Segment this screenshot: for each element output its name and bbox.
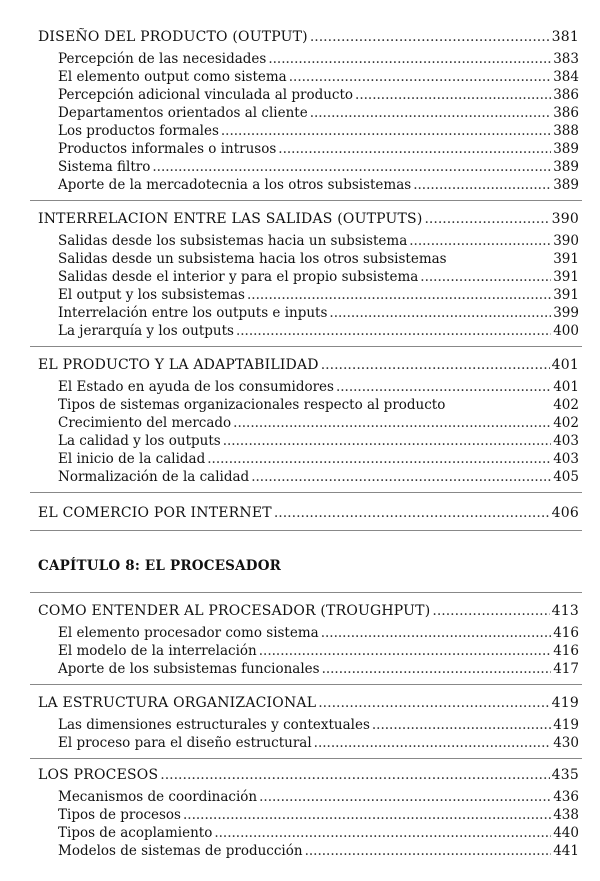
toc-entry-title: El elemento output como sistema: [58, 69, 287, 85]
toc-entry-title: Tipos de sistemas organizacionales respecto al producto: [58, 397, 446, 413]
toc-page-number: 435: [551, 767, 579, 783]
toc-leader-dots: [278, 140, 551, 158]
toc-page-number: 390: [553, 233, 579, 249]
toc-page-number: 402: [553, 397, 579, 413]
toc-page-number: 391: [553, 287, 579, 303]
toc-section-heading: [38, 602, 579, 620]
toc-leader-dots: [268, 50, 551, 68]
toc-leader-dots: [236, 322, 551, 340]
toc-entry: [58, 642, 579, 660]
toc-entry-title: Salidas desde los subsistemas hacia un subsistema: [58, 233, 408, 249]
toc-section-heading: [38, 504, 579, 522]
toc-leader-dots: [214, 824, 551, 842]
toc-leader-dots: [329, 304, 551, 322]
toc-leader-dots: [160, 766, 549, 784]
toc-leader-dots: [318, 694, 549, 712]
toc-entry-title: El output y los subsistemas: [58, 287, 245, 303]
toc-entry: [58, 104, 579, 122]
toc-page-number: 406: [551, 505, 579, 521]
toc-page-number: 389: [553, 159, 579, 175]
toc-page-number: 383: [553, 51, 579, 67]
toc-entry: [58, 450, 579, 468]
toc-section-title: LA ESTRUCTURA ORGANIZACIONAL: [38, 695, 317, 711]
toc-entry: [58, 86, 579, 104]
section-divider: [30, 530, 582, 531]
toc-leader-dots: [247, 286, 551, 304]
toc-section-title: DISEÑO DEL PRODUCTO (OUTPUT): [38, 29, 308, 45]
toc-page-number: 403: [553, 433, 579, 449]
toc-entry-title: El Estado en ayuda de los consumidores: [58, 379, 334, 395]
toc-page-number: 416: [553, 643, 579, 659]
toc-page-number: 389: [553, 141, 579, 157]
toc-leader-dots: [314, 734, 552, 752]
toc-entry-title: Salidas desde el interior y para el propio subsistema: [58, 269, 419, 285]
toc-page-number: 419: [553, 717, 579, 733]
toc-leader-dots: [223, 432, 552, 450]
toc-entry: [58, 414, 579, 432]
toc-leader-dots: [207, 450, 551, 468]
toc-leader-dots: [289, 68, 551, 86]
section-divider: [30, 758, 582, 759]
toc-entry-title: La jerarquía y los outputs: [58, 323, 234, 339]
toc-entry: [58, 716, 579, 734]
toc-leader-dots: [432, 602, 549, 620]
toc-page-number: 417: [553, 661, 579, 677]
toc-page-number: 403: [553, 451, 579, 467]
toc-entry: [58, 396, 579, 414]
toc-section-heading: [38, 766, 579, 784]
toc-entry-title: Aporte de los subsistemas funcionales: [58, 661, 320, 677]
toc-leader-dots: [321, 624, 552, 642]
toc-entry: [58, 322, 579, 340]
toc-entry-title: El proceso para el diseño estructural: [58, 735, 312, 751]
toc-page-number: 441: [553, 843, 579, 859]
toc-page-number: 419: [551, 695, 579, 711]
toc-entry-title: Modelos de sistemas de producción: [58, 843, 303, 859]
toc-leader-dots: [420, 268, 551, 286]
toc-page-number: 401: [553, 379, 579, 395]
toc-section-heading: [38, 694, 579, 712]
toc-page-number: 401: [551, 357, 579, 373]
toc-entry: [58, 122, 579, 140]
section-divider: [30, 200, 582, 201]
toc-section-title: EL PRODUCTO Y LA ADAPTABILIDAD: [38, 357, 319, 373]
toc-leader-dots: [322, 660, 552, 678]
toc-entry: [58, 232, 579, 250]
toc-page-number: 402: [553, 415, 579, 431]
toc-leader-dots: [274, 504, 550, 522]
toc-entry-title: Interrelación entre los outputs e inputs: [58, 305, 328, 321]
toc-entry-title: Mecanismos de coordinación: [58, 789, 258, 805]
toc-leader-dots: [321, 356, 550, 374]
toc-entry: [58, 788, 579, 806]
toc-page-number: 440: [553, 825, 579, 841]
toc-page-number: 400: [553, 323, 579, 339]
toc-leader-dots: [305, 842, 552, 860]
toc-entry: [58, 824, 579, 842]
toc-entry-title: Sistema filtro: [58, 159, 151, 175]
toc-entry: [58, 176, 579, 194]
section-divider: [30, 592, 582, 593]
toc-page-number: 430: [553, 735, 579, 751]
toc-entry: [58, 842, 579, 860]
toc-entry: [58, 378, 579, 396]
toc-leader-dots: [372, 716, 551, 734]
toc-section-title: INTERRELACION ENTRE LAS SALIDAS (OUTPUTS): [38, 211, 423, 227]
toc-leader-dots: [424, 210, 549, 228]
toc-page-number: 405: [553, 469, 579, 485]
toc-entry: [58, 140, 579, 158]
section-divider: [30, 684, 582, 685]
toc-section-heading: [38, 210, 579, 228]
toc-leader-dots: [336, 378, 551, 396]
toc-leader-dots: [310, 28, 550, 46]
toc-page-number: 386: [553, 87, 579, 103]
toc-leader-dots: [310, 104, 552, 122]
toc-page-number: 386: [553, 105, 579, 121]
toc-page-number: 391: [553, 269, 579, 285]
toc-entry: [58, 304, 579, 322]
toc-entry-title: Percepción adicional vinculada al producto: [58, 87, 354, 103]
toc-entry: [58, 68, 579, 86]
toc-entry: [58, 158, 579, 176]
toc-page-number: 388: [553, 123, 579, 139]
toc-section-title: LOS PROCESOS: [38, 767, 159, 783]
toc-entry-title: La calidad y los outputs: [58, 433, 221, 449]
toc-entry-title: Percepción de las necesidades: [58, 51, 267, 67]
toc-entry: [58, 432, 579, 450]
toc-section-title: EL COMERCIO POR INTERNET: [38, 505, 272, 521]
toc-entry-title: Los productos formales: [58, 123, 219, 139]
toc-leader-dots: [251, 468, 551, 486]
toc-entry-title: Crecimiento del mercado: [58, 415, 232, 431]
toc-leader-dots: [183, 806, 551, 824]
toc-entry: [58, 806, 579, 824]
toc-entry-title: Departamentos orientados al cliente: [58, 105, 308, 121]
toc-entry-title: Las dimensiones estructurales y contextuales: [58, 717, 370, 733]
toc-entry: [58, 468, 579, 486]
toc-entry: [58, 250, 579, 268]
chapter-title: CAPÍTULO 8: EL PROCESADOR: [38, 558, 282, 574]
toc-page-number: 391: [553, 251, 579, 267]
toc-entry-title: El elemento procesador como sistema: [58, 625, 319, 641]
toc-page-number: 399: [553, 305, 579, 321]
toc-entry: [58, 286, 579, 304]
toc-page-number: 436: [553, 789, 579, 805]
section-divider: [30, 346, 582, 347]
toc-page-number: 381: [551, 29, 579, 45]
toc-entry-title: Salidas desde un subsistema hacia los otros subsistemas: [58, 251, 447, 267]
toc-entry-title: El inicio de la calidad: [58, 451, 206, 467]
toc-entry-title: Tipos de procesos: [58, 807, 181, 823]
toc-leader-dots: [221, 122, 551, 140]
toc-leader-dots: [355, 86, 551, 104]
toc-section-heading: [38, 356, 579, 374]
toc-entry-title: Tipos de acoplamiento: [58, 825, 213, 841]
toc-entry: [58, 268, 579, 286]
toc-leader-dots: [259, 642, 551, 660]
toc-page-number: 384: [553, 69, 579, 85]
toc-entry-title: Aporte de la mercadotecnia a los otros subsistemas: [58, 177, 412, 193]
toc-entry-title: Normalización de la calidad: [58, 469, 250, 485]
toc-section-title: COMO ENTENDER AL PROCESADOR (TROUGHPUT): [38, 603, 431, 619]
toc-page-number: 413: [551, 603, 579, 619]
section-divider: [30, 492, 582, 493]
toc-page-number: 416: [553, 625, 579, 641]
toc-entry-title: Productos informales o intrusos: [58, 141, 277, 157]
toc-section-heading: [38, 28, 579, 46]
toc-page-number: 438: [553, 807, 579, 823]
toc-entry: [58, 660, 579, 678]
toc-page-number: 390: [551, 211, 579, 227]
toc-leader-dots: [259, 788, 551, 806]
toc-entry-title: El modelo de la interrelación: [58, 643, 257, 659]
toc-entry: [58, 624, 579, 642]
toc-entry: [58, 734, 579, 752]
toc-page-number: 389: [553, 177, 579, 193]
toc-leader-dots: [409, 232, 551, 250]
toc-leader-dots: [233, 414, 551, 432]
toc-leader-dots: [152, 158, 551, 176]
toc-leader-dots: [413, 176, 551, 194]
toc-entry: [58, 50, 579, 68]
